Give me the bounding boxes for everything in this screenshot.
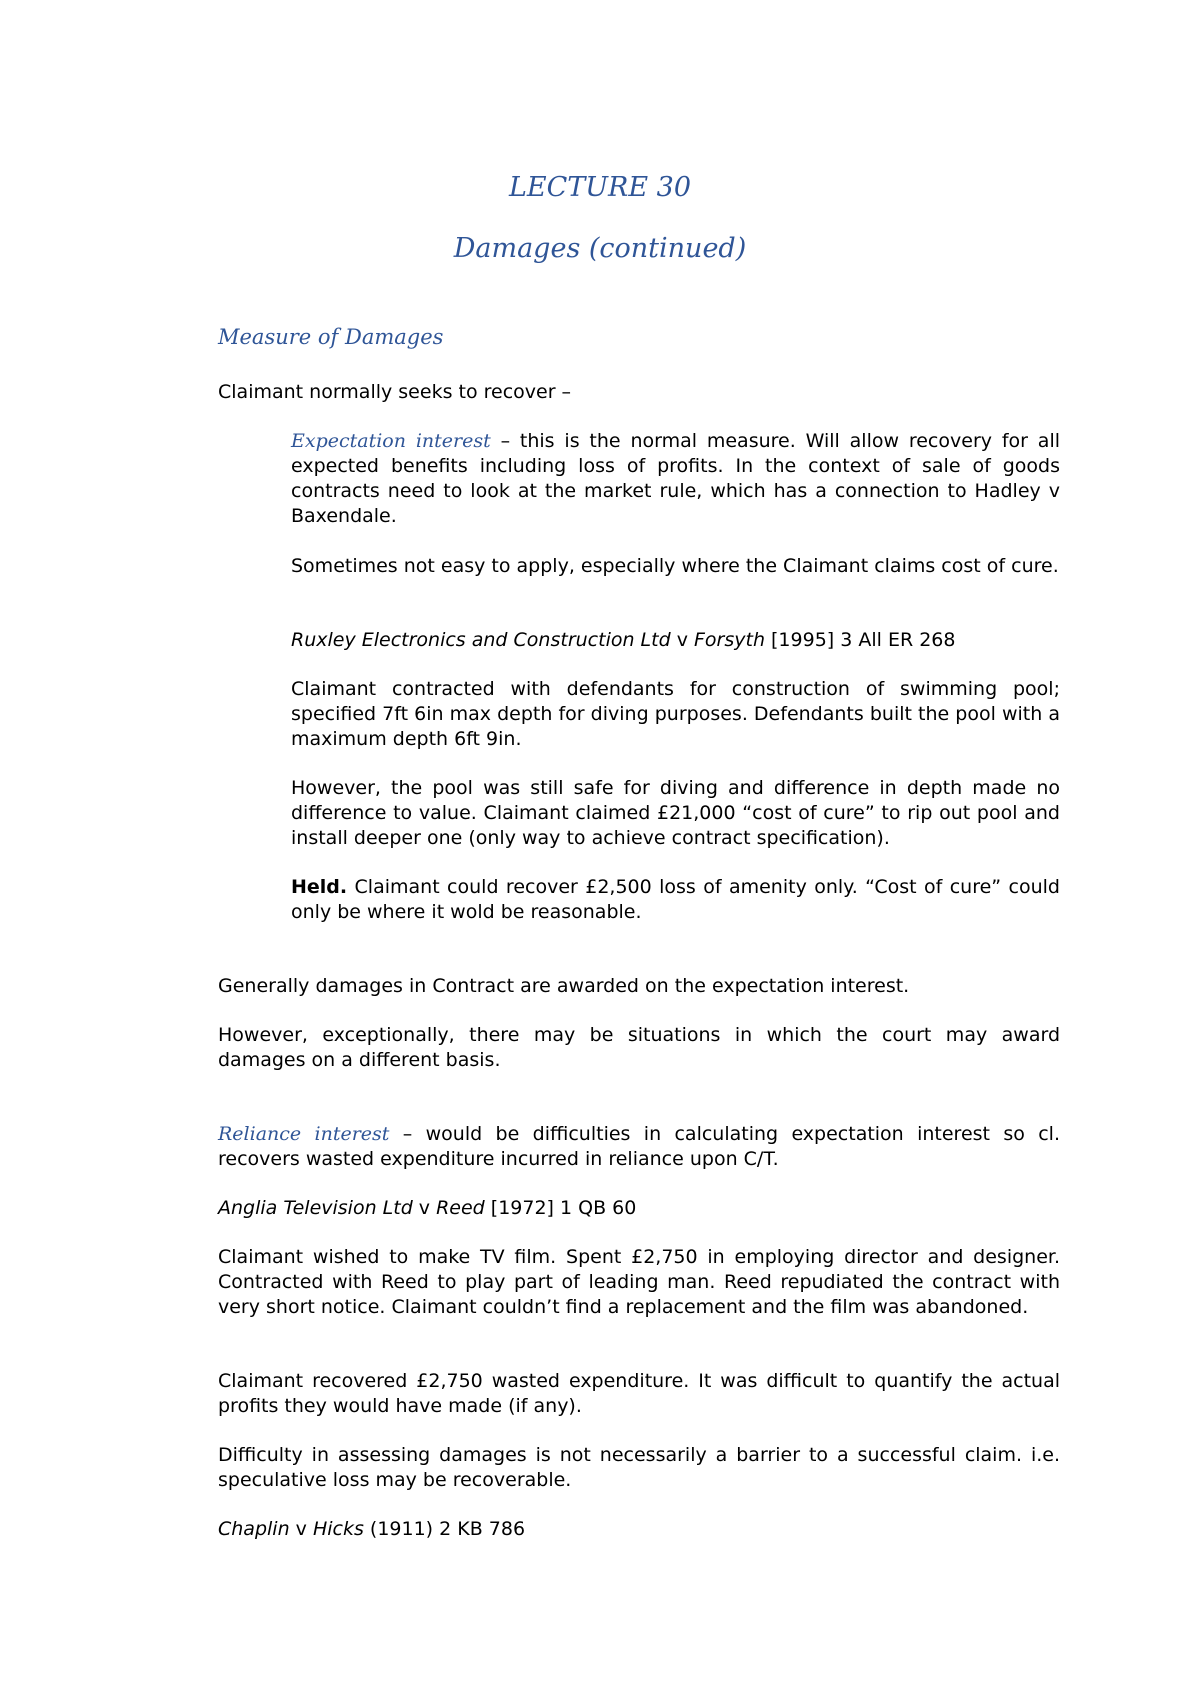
held-label: Held. (291, 876, 348, 898)
chaplin-case-citation (218, 1517, 1060, 1542)
exceptionally-paragraph: However, exceptionally, there may be situations in which the court may award damages on a different basis. (218, 1024, 1060, 1071)
held-text: Claimant could recover £2,500 loss of amenity only. “Cost of cure” could only be where it wold be reasonable. (291, 876, 1060, 923)
anglia-party1: Anglia Television Ltd (218, 1197, 413, 1219)
ruxley-party2: Forsyth (693, 629, 765, 651)
cost-of-cure-paragraph: Sometimes not easy to apply, especially where the Claimant claims cost of cure. (291, 555, 1059, 577)
expectation-term: Expectation interest (291, 430, 491, 452)
ruxley-however-paragraph: However, the pool was still safe for diving and difference in depth made no difference to value. Claimant claimed £21,000 “cost of cure” to rip out pool and install deeper one (only way to achieve contract specification). (291, 777, 1060, 849)
reliance-term: Reliance interest (218, 1123, 390, 1145)
anglia-v: v (412, 1197, 437, 1219)
chaplin-party1: Chaplin (218, 1518, 290, 1540)
expectation-paragraph (291, 429, 1060, 529)
held-paragraph (291, 875, 1060, 925)
ruxley-citation: [1995] 3 All ER 268 (764, 629, 956, 651)
reliance-paragraph (218, 1122, 1060, 1172)
chaplin-v: v (289, 1518, 313, 1540)
section-heading: Measure of Damages (218, 325, 444, 349)
anglia-citation: [1972] 1 QB 60 (484, 1197, 637, 1219)
lecture-title: LECTURE 30 (508, 172, 692, 203)
intro-paragraph: Claimant normally seeks to recover – (218, 381, 572, 403)
ruxley-facts-paragraph: Claimant contracted with defendants for construction of swimming pool; specified 7ft 6in max depth for diving purposes. Defendants built the pool with a maximum depth 6ft 9in. (291, 678, 1060, 750)
reliance-text: – would be difficulties in calculating expectation interest so cl. recovers wasted expenditure incurred in reliance upon C/T. (218, 1123, 1060, 1170)
ruxley-case-citation (291, 628, 1060, 653)
anglia-party2: Reed (436, 1197, 485, 1219)
anglia-result-paragraph: Claimant recovered £2,750 wasted expenditure. It was difficult to quantify the actual profits they would have made (if any). (218, 1370, 1060, 1417)
ruxley-party1: Ruxley Electronics and Construction Ltd (291, 629, 671, 651)
generally-paragraph: Generally damages in Contract are awarded on the expectation interest. (218, 975, 910, 997)
chaplin-citation: (1911) 2 KB 786 (363, 1518, 526, 1540)
chaplin-party2: Hicks (312, 1518, 364, 1540)
ruxley-v: v (670, 629, 694, 651)
lecture-subtitle: Damages (continued) (453, 233, 747, 264)
expectation-text: – this is the normal measure. Will allow recovery for all expected benefits including loss of profits. In the context of sale of goods contracts need to look at the market rule, which has a connection to Hadley v Baxendale. (291, 430, 1060, 527)
difficulty-paragraph: Difficulty in assessing damages is not necessarily a barrier to a successful claim. i.e. speculative loss may be recoverable. (218, 1444, 1060, 1491)
anglia-case-citation (218, 1196, 1060, 1221)
anglia-facts-paragraph: Claimant wished to make TV film. Spent £2,750 in employing director and designer. Contracted with Reed to play part of leading man. Reed repudiated the contract with very short notice. Claimant couldn’t find a replacement and the film was abandoned. (218, 1246, 1060, 1318)
